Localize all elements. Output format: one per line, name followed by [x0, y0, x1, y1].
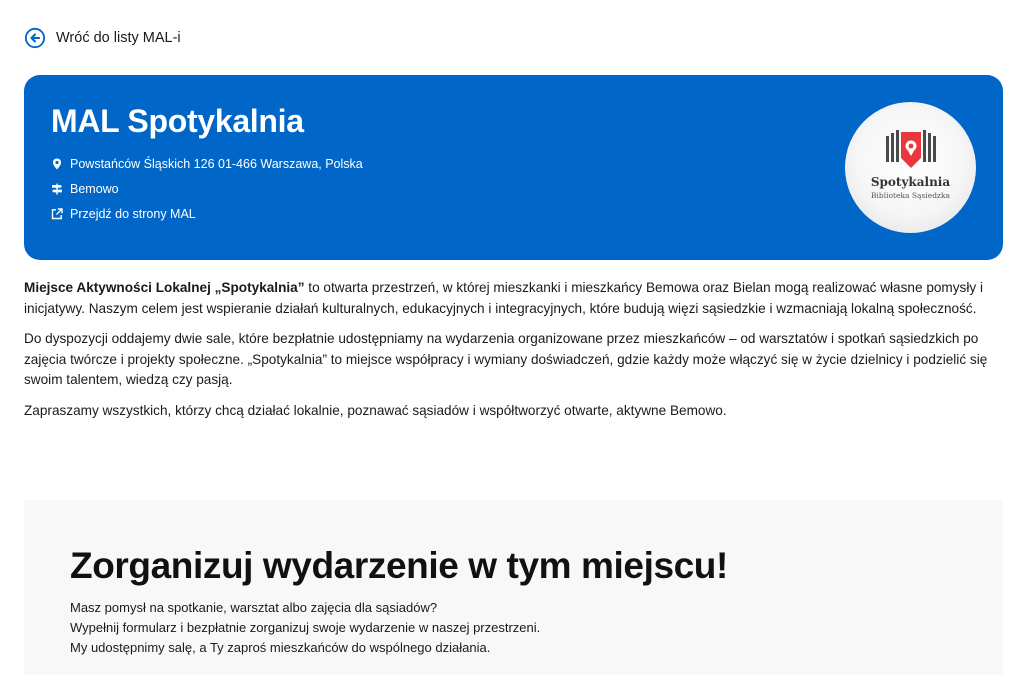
back-link-label: Wróć do listy MAL-i [56, 30, 181, 46]
description [24, 278, 1004, 431]
hero-banner [24, 75, 1003, 260]
signpost-icon [51, 183, 63, 195]
description-paragraph-2: Do dyspozycji oddajemy dwie sale, które bezpłatnie udostępniamy na wydarzenia organizowane przez mieszkańców – od warsztatów i spotkań sąsiedzkich po zajęcia twórcze i projekty społeczne. „Spotykalnia” to miejsce współpracy i wymiany doświadczeń, gdzie każdy może włączyć się w życie dzielnicy i podzielić się swoim talentem, wiedzą czy pasją. [24, 331, 988, 387]
description-paragraph-1 [24, 278, 1004, 319]
logo-subtitle: Biblioteka Sąsiedzka [871, 191, 950, 200]
venue-logo [845, 102, 976, 233]
description-paragraph-3: Zapraszamy wszystkich, którzy chcą działać lokalnie, poznawać sąsiadów i współtworzyć otwarte, aktywne Bemowo. [24, 402, 727, 418]
page-title: MAL Spotykalnia [51, 103, 304, 139]
organize-event-section [24, 500, 1003, 675]
district-text: Bemowo [70, 182, 119, 196]
cta-text-line-2: Wypełnij formularz i bezpłatnie zorganizuj swoje wydarzenie w naszej przestrzeni. [70, 620, 541, 635]
description-highlight: Miejsce Aktywności Lokalnej „Spotykalnia” [24, 280, 305, 295]
cta-title: Zorganizuj wydarzenie w tym miejscu! [70, 545, 728, 586]
map-pin-icon [51, 158, 63, 170]
address-text: Powstańców Śląskich 126 01-466 Warszawa, Polska [70, 157, 363, 171]
arrow-left-circle-icon [24, 27, 46, 49]
address-row [51, 156, 363, 172]
website-link[interactable] [51, 206, 196, 222]
cta-text-line-1: Masz pomysł na spotkanie, warsztat albo zajęcia dla sąsiadów? [70, 600, 438, 615]
external-link-icon [51, 208, 63, 220]
logo-name: Spotykalnia [870, 175, 951, 189]
back-to-list-link[interactable] [24, 26, 181, 50]
cta-text-line-3: My udostępnimy salę, a Ty zaproś mieszkańców do wspólnego działania. [70, 640, 491, 655]
website-link-label: Przejdź do strony MAL [70, 207, 196, 221]
district-row [51, 181, 119, 197]
book-pin-logo-icon [884, 130, 938, 170]
description-p1-text: to otwarta przestrzeń, w której mieszkanki i mieszkańcy Bemowa oraz Bielan mogą realizować własne pomysły i inicjatywy. Naszym celem jest wspieranie działań kulturalnych, edukacyjnych i integracyjnych, które budują więzi sąsiedzkie i wzmacniają lokalną społeczność. [24, 280, 983, 316]
